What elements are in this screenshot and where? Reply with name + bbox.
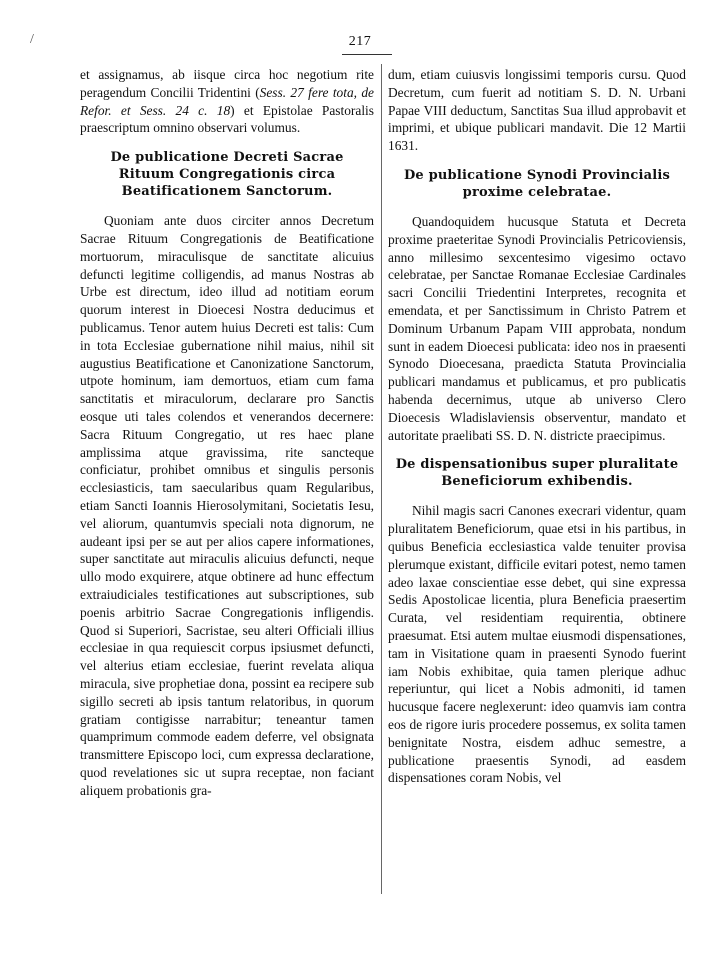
margin-mark: / <box>30 32 34 47</box>
paragraph-decree: Quoniam ante duos circiter annos Decretum Sacrae Rituum Congregationis de Beatificatione mortuorum, miraculisque de sanctitate alicuius defuncti legitime colligendis, ad manus Nostras ab Urbe est directum, ideo illud ad notitiam eorum quorum interest in Dioecesi Nostra deducimus et publicamus. Tenor autem huius Decreti est talis: Cum in tota Ecclesiae gubernatione nihil maius, nihil sit augustius Beatificatione et Canonizatione Sanctorum, utpote hominum, iam demortuos, etiam cum fama sanctitatis et miraculorum, declarare pro Sanctis eosque uti tales colendos et venerandos decernere: Sacra Rituum Congregatio, ut res haec plane amplissima atque gravissima, rite sancteque conficiatur, prohibet omnibus et singulis personis ecclesiasticis, tam saecularibus quam Regularibus, etiam Sancti Ioannis Hierosolymitani, Societatis Iesu, vel aliorum, quantumvis speciali nota dignorum, ne audeant ipsi per se aut per alios capere informationes, super sanctitate aut miraculis alicuius defuncti, neque ullo modo exquirere, atque obtinere ad hunc effectum extraiudiciales testificationes aut subscriptiones, sub poenis arbitrio Sacrae Congregationis infligendis. Quod si Superiori, Sacristae, seu alteri Officiali illius ecclesiae in qua requiescit corpus ipsiusmet defuncti, vel alterius etiam ecclesiae, fuerint revelata aliqua miracula, sive prophetiae dona, possint ea recipere sub sigillo secreti ab ipsis tantum relatoribus, in quorum gratiam contigisse narrabitur; teneantur tamen quamprimum commode eadem deferre, vel obsignata transmittere Episcopo loci, cum expressa declaratione, quod revelationes sic ut supra receptae, non faciant aliquem probationis gra- <box>80 213 374 798</box>
section-heading-decree-publication: De publicatione Decreti Sacrae Rituum Congregationis circa Beatificationem Sanctorum. <box>110 150 344 200</box>
column-divider <box>381 64 382 894</box>
paragraph-text: ) et Epistolae Pastoralis praescriptum omnino observari volumus. <box>80 102 374 136</box>
paragraph-text: et assignamus, ab iisque circa hoc negotium rite peragendum Concilii Tridentini ( <box>80 67 374 100</box>
section-heading-dispensations: De dispensationibus super pluralitate Beneficiorum exhibendis. <box>395 457 679 490</box>
right-column <box>388 66 686 787</box>
page-number: 217 <box>348 34 372 49</box>
paragraph-synod: Quandoquidem hucusque Statuta et Decreta proxime praeteritae Synodi Provincialis Petricoviensis, anno millesimo sexcentesimo vigesimo octavo celebratae, per Sanctae Romanae Ecclesiae Cardinales sacri Concilii Triedentini Interpretes, recognita et emendata, et per Sanctissimum in Christo Patrem et Dominum Urbanum Papam VIII approbata, nondum sunt in eadem Dioecesi publicata: ideo nos in praesenti Synodo Dioecesana, praedicta Statuta Provincialia publicari mandamus et publicamus, et pro publicatis habenda decernimus, utque ab universo Clero Dioecesis Wladislaviensis observentur, mandato et autoritate praelibati SS. D. N. districte praecipimus. <box>388 213 686 443</box>
continued-paragraph <box>80 66 374 137</box>
section-heading-synod-publication: De publicatione Synodi Provincialis proxime celebratae. <box>403 167 671 200</box>
continued-paragraph: dum, etiam cuiusvis longissimi temporis cursu. Quod Decretum, cum fuerit ad notitiam S. D. N. Urbani Papae VIII deductum, Sanctitas Sua illud approbavit et imprimi, et ubique publicari mandavit. Die 12 Martii 1631. <box>388 67 686 154</box>
paragraph-dispensations: Nihil magis sacri Canones execrari videntur, quam pluralitatem Beneficiorum, quae etsi in his partibus, in quibus Beneficia ecclesiastica valde tenuiter provisa plerumque existant, difficile evitari potest, nemo tamen adeo laxae conscientiae esse debet, qui sine expressa Sedis Apostolicae licentia, plura Beneficia praesertim Curata, vel residentiam requirentia, obtinere praesumat. Etsi autem multae eiusmodi dispensationes, tam in Visitatione quam in praesenti Synodo fuerint iam Nobis exhibitae, quia tamen plerique adhuc reperiuntur, qui licet a Nobis admoniti, id tamen hucusque facere neglexerunt: ideo quamvis iam contra eos de rigore iuris procedere possemus, ex solita tamen benignitate Nostra, eisdem adhuc semestre, a publicatione praesentis Synodi, ad easdem dispensationes coram Nobis, vel <box>388 503 686 786</box>
page-number-underline <box>342 54 392 57</box>
left-column <box>80 66 374 799</box>
citation-reference: Sess. 27 fere tota, de Refor. et Sess. 24 c. 18 <box>80 84 374 118</box>
